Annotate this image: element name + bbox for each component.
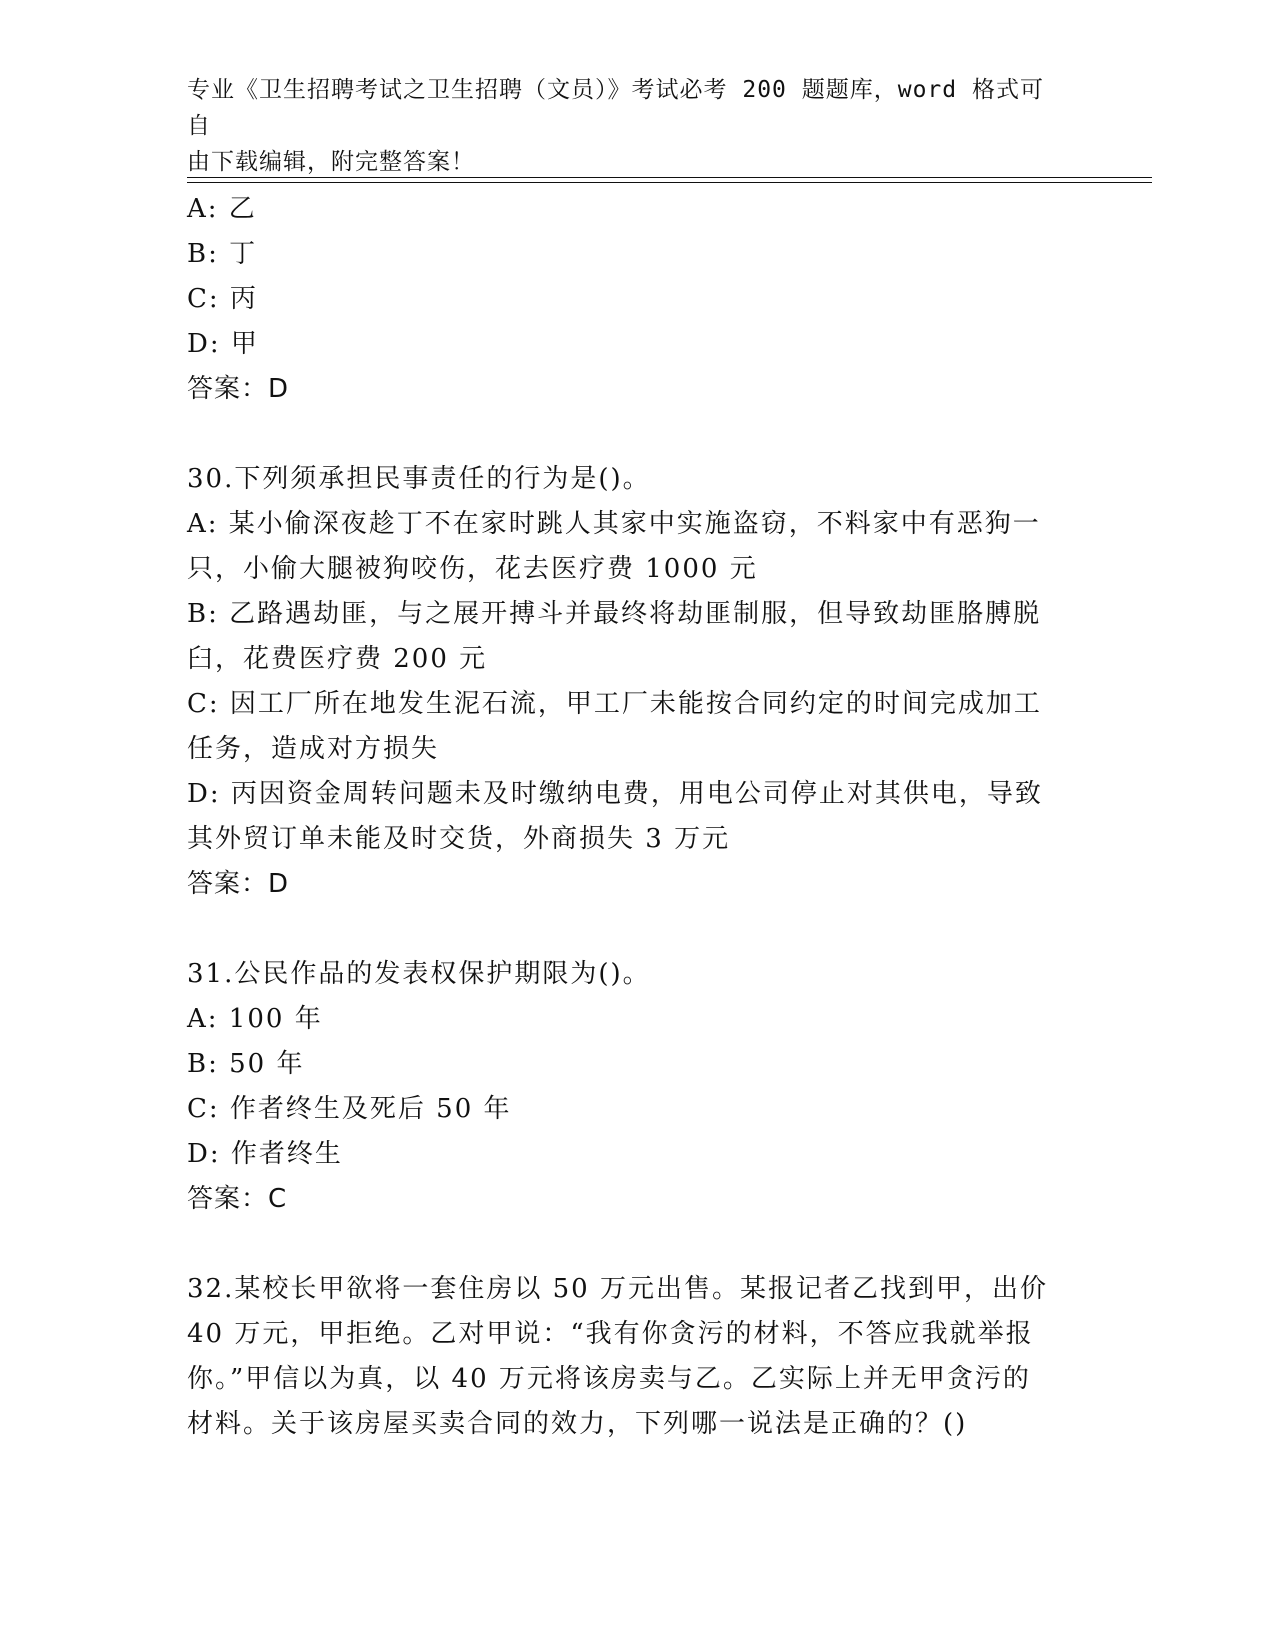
q30-option-c-line-1: C: 因工厂所在地发生泥石流，甲工厂未能按合同约定的时间完成加工	[187, 689, 1042, 719]
q30-stem: 30.下列须承担民事责任的行为是()。	[187, 464, 651, 494]
q32-stem-line-2: 40 万元，甲拒绝。乙对甲说：“我有你贪污的材料，不答应我就举报	[187, 1319, 1034, 1349]
header-divider-bottom	[187, 182, 1152, 183]
q31-option-d: D: 作者终生	[187, 1139, 343, 1169]
q30-option-b-line-2: 臼，花费医疗费 200 元	[187, 644, 488, 674]
q30-option-b-line-1: B: 乙路遇劫匪，与之展开搏斗并最终将劫匪制服，但导致劫匪胳膊脱	[187, 599, 1042, 629]
q31-option-c: C: 作者终生及死后 50 年	[187, 1094, 512, 1124]
header-line-2: 由下载编辑，附完整答案！	[187, 149, 475, 175]
q31-option-a: A: 100 年	[187, 1004, 323, 1034]
q31-option-b: B: 50 年	[187, 1049, 305, 1079]
q31-stem: 31.公民作品的发表权保护期限为()。	[187, 959, 651, 989]
q29-answer: 答案：D	[187, 374, 290, 404]
q30-option-d-line-2: 其外贸订单未能及时交货，外商损失 3 万元	[187, 824, 731, 854]
q30-answer: 答案：D	[187, 869, 290, 899]
q30-option-d-line-1: D: 丙因资金周转问题未及时缴纳电费，用电公司停止对其供电，导致	[187, 779, 1043, 809]
q32-stem-line-3: 你。”甲信以为真，以 40 万元将该房卖与乙。乙实际上并无甲贪污的	[187, 1364, 1031, 1394]
q32-stem-line-1: 32.某校长甲欲将一套住房以 50 万元出售。某报记者乙找到甲，出价	[187, 1274, 1048, 1304]
header-line-1: 专业《卫生招聘考试之卫生招聘（文员）》考试必考 200 题题库，word 格式可自	[187, 77, 1044, 139]
q31-answer: 答案：C	[187, 1184, 288, 1214]
q29-option-d: D: 甲	[187, 329, 259, 359]
q30-option-a-line-1: A: 某小偷深夜趁丁不在家时跳人其家中实施盗窃，不料家中有恶狗一	[187, 509, 1041, 539]
q29-option-a: A: 乙	[187, 194, 257, 224]
header-divider-top	[187, 177, 1152, 178]
document-header	[187, 72, 1067, 180]
q29-option-c: C: 丙	[187, 284, 258, 314]
q30-option-c-line-2: 任务，造成对方损失	[187, 734, 440, 764]
q30-option-a-line-2: 只，小偷大腿被狗咬伤，花去医疗费 1000 元	[187, 554, 758, 584]
q32-stem-line-4: 材料。关于该房屋买卖合同的效力，下列哪一说法是正确的？()	[187, 1409, 968, 1439]
q29-option-b: B: 丁	[187, 239, 258, 269]
